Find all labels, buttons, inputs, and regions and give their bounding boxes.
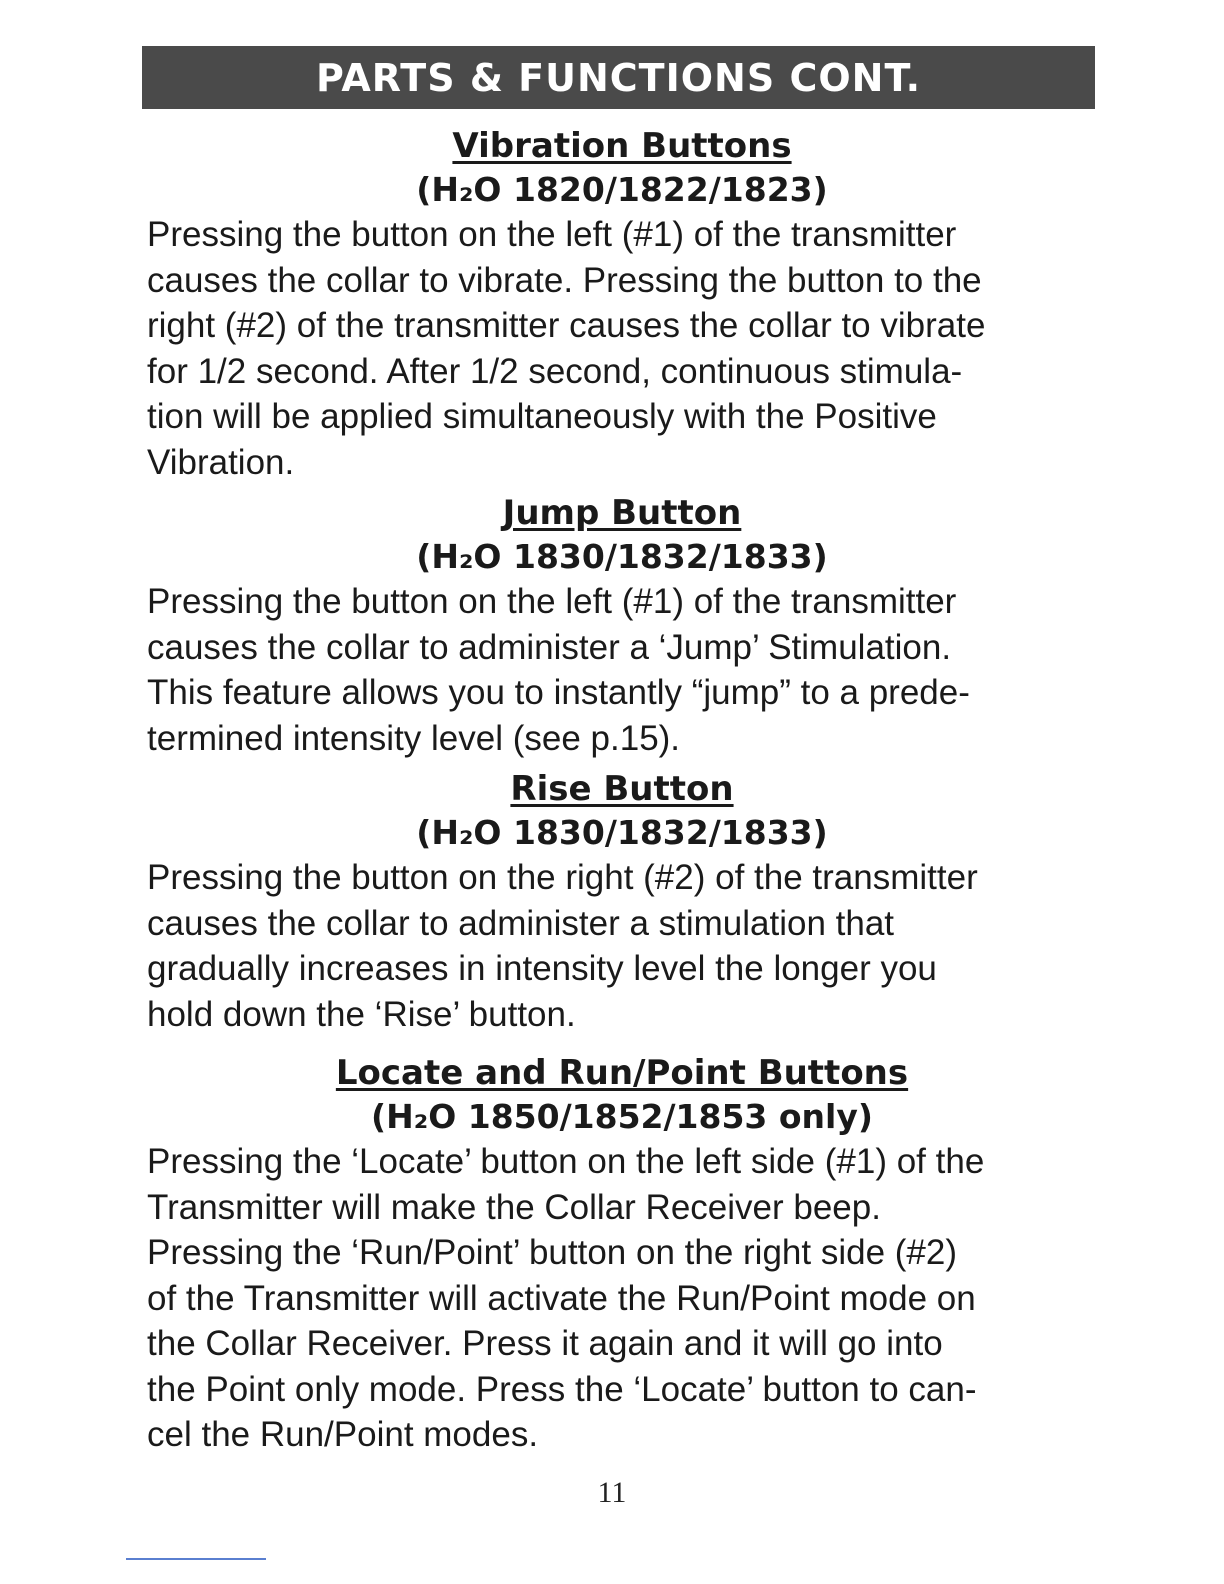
footer-divider — [126, 1558, 266, 1560]
section-title: Locate and Run/Point Buttons — [335, 1053, 909, 1093]
body-line: Pressing the button on the left (#1) of the transmitter — [147, 215, 957, 254]
body-line: cel the Run/Point modes. — [147, 1415, 539, 1454]
section-locate-run-point-buttons — [147, 1051, 1097, 1458]
body-line: causes the collar to administer a ‘Jump’ Stimulation. — [147, 627, 952, 667]
section-jump-button — [147, 491, 1097, 761]
body-line: the Point only mode. Press the ‘Locate’ button to can- — [147, 1369, 977, 1409]
body-line: Vibration. — [147, 442, 295, 482]
body-line: causes the collar to vibrate. Pressing the button to the — [147, 260, 982, 300]
page-number: 11 — [597, 1476, 627, 1509]
page-content — [147, 124, 1097, 1458]
body-line: the Collar Receiver. Press it again and it will go into — [147, 1324, 943, 1363]
section-vibration-buttons — [147, 124, 1097, 485]
body-line: Pressing the button on the left (#1) of the transmitter — [147, 582, 957, 621]
page-title: PARTS & FUNCTIONS CONT. — [315, 55, 922, 100]
body-line: Pressing the button on the right (#2) of the transmitter — [147, 858, 978, 897]
body-line: right (#2) of the transmitter causes the collar to vibrate — [147, 306, 986, 345]
body-line: gradually increases in intensity level the longer you — [147, 949, 937, 988]
section-title: Rise Button — [510, 769, 734, 809]
body-line: hold down the ‘Rise’ button. — [147, 994, 576, 1034]
section-header-banner — [142, 46, 1095, 109]
body-line: Pressing the ‘Locate’ button on the left side (#1) of the — [147, 1142, 985, 1181]
section-model-numbers: (H₂O 1850/1852/1853 only) — [371, 1097, 873, 1136]
section-title: Vibration Buttons — [452, 126, 792, 166]
section-model-numbers: (H₂O 1830/1832/1833) — [416, 813, 828, 852]
section-rise-button — [147, 767, 1097, 1037]
body-line: This feature allows you to instantly “jump” to a prede- — [147, 673, 970, 712]
body-line: Pressing the ‘Run/Point’ button on the right side (#2) — [147, 1233, 958, 1272]
section-title: Jump Button — [502, 493, 742, 533]
body-line: causes the collar to administer a stimulation that — [147, 903, 895, 943]
body-line: Transmitter will make the Collar Receiver beep. — [147, 1187, 881, 1227]
body-line: termined intensity level (see p.15). — [147, 718, 681, 758]
body-line: of the Transmitter will activate the Run/Point mode on — [147, 1278, 976, 1318]
body-line: for 1/2 second. After 1/2 second, continuous stimula- — [147, 351, 963, 391]
section-model-numbers: (H₂O 1830/1832/1833) — [416, 537, 828, 576]
body-line: tion will be applied simultaneously with the Positive — [147, 397, 937, 436]
section-model-numbers: (H₂O 1820/1822/1823) — [416, 170, 828, 209]
